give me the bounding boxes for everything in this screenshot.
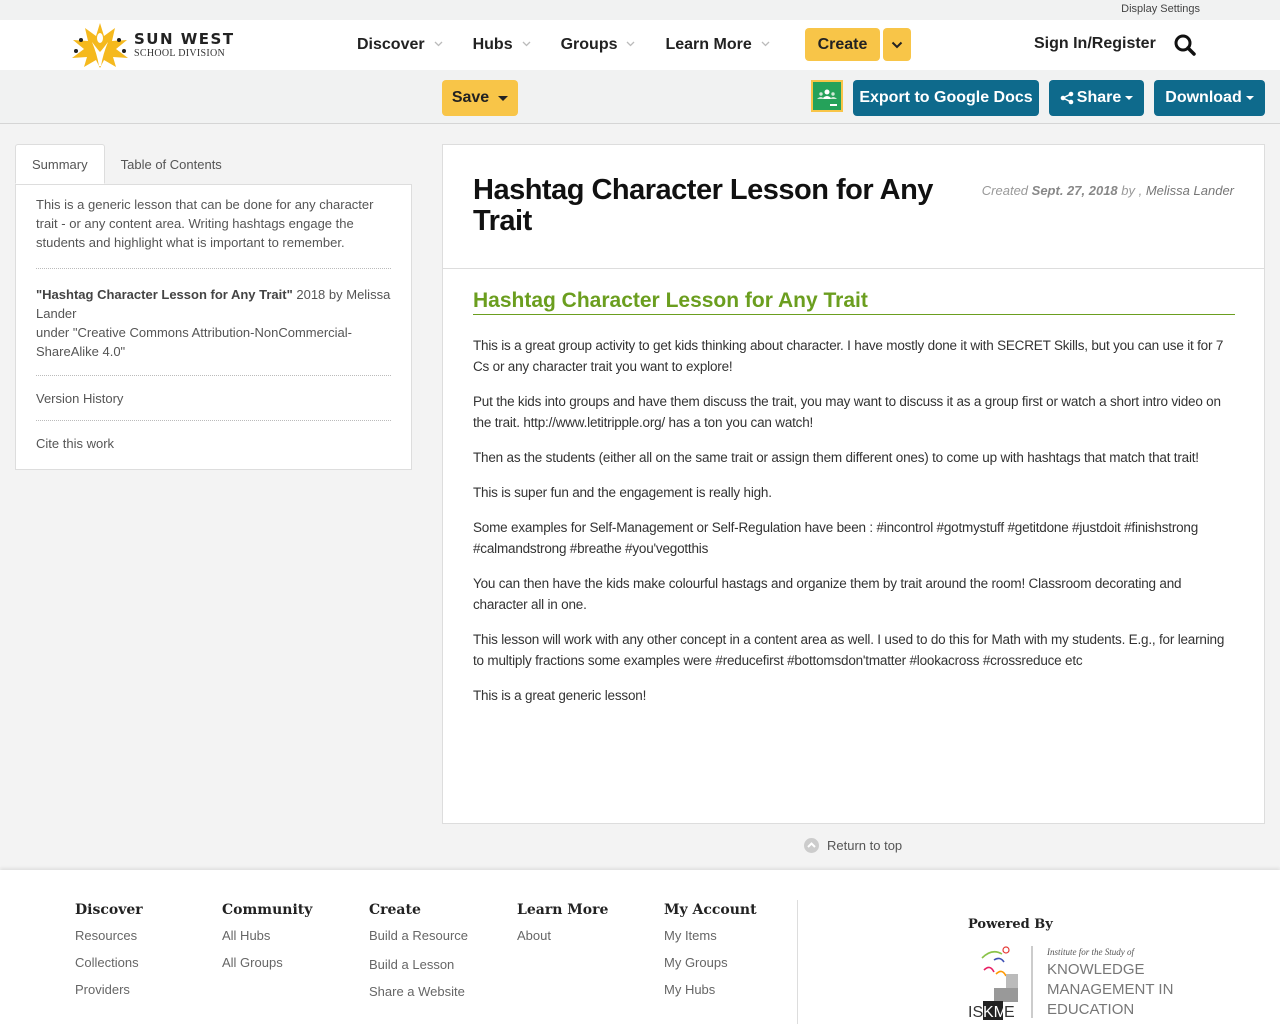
side-panel	[15, 144, 412, 470]
sun-west-logo[interactable]	[70, 22, 235, 68]
footer-col-learn-more	[517, 902, 608, 955]
share-label: Share	[1076, 89, 1122, 106]
paragraph: This lesson will work with any other concept in a content area as well. I used to do this for Math with my students. E.g., for learning to multiply fractions some examples were #reducefirst #bottomsdon'tmatter #lookacross #crossreduce etc	[473, 632, 1225, 668]
site-footer	[0, 870, 1280, 1024]
caret-down-icon	[1246, 96, 1254, 100]
return-to-top-label: Return to top	[827, 838, 903, 853]
created-label: Created	[981, 183, 1032, 198]
footer-heading: Create	[369, 902, 421, 918]
svg-text:KM: KM	[983, 1004, 1007, 1020]
footer-link-all-groups[interactable]: All Groups	[222, 955, 283, 970]
footer-col-create	[369, 902, 468, 1011]
nav-hubs[interactable]	[473, 36, 531, 54]
sign-in-register-link[interactable]: Sign In/Register	[1034, 35, 1156, 52]
nav-discover[interactable]	[357, 36, 443, 54]
footer-col-discover	[75, 902, 143, 1009]
section-title: Hashtag Character Lesson for Any Trait	[473, 288, 1235, 315]
svg-text:EDUCATION: EDUCATION	[1047, 1001, 1135, 1018]
main-nav	[357, 20, 800, 70]
chevron-down-icon	[761, 41, 770, 50]
cite-this-work-link[interactable]: Cite this work	[36, 436, 115, 451]
svg-text:KNOWLEDGE: KNOWLEDGE	[1047, 961, 1145, 978]
footer-link-providers[interactable]: Providers	[75, 982, 130, 997]
sun-logo-icon	[70, 22, 130, 68]
version-history-link[interactable]: Version History	[36, 376, 391, 421]
attribution	[36, 269, 391, 376]
powered-by-label: Powered By	[968, 917, 1053, 932]
nav-discover-label: Discover	[357, 36, 425, 53]
save-label: Save	[451, 89, 490, 106]
svg-text:IS: IS	[968, 1004, 984, 1020]
site-header	[0, 20, 1280, 70]
return-to-top-link[interactable]	[804, 838, 902, 853]
summary-panel	[15, 184, 412, 470]
iskme-logo[interactable]	[968, 944, 1178, 1020]
logo-line2: SCHOOL DIVISION	[134, 47, 226, 59]
chevron-down-icon	[626, 41, 635, 50]
paragraph: Put the kids into groups and have them discuss the trait, you may want to discuss it as a group first or watch a short intro video on the trait. http://www.letitripple.org/ has a ton you can watch!	[473, 394, 1221, 430]
footer-heading: Community	[222, 902, 313, 918]
paragraph: You can then have the kids make colourful hastags and organize them by trait around the room! Classroom decorating and character all in one.	[473, 576, 1182, 612]
caret-down-icon	[1125, 96, 1133, 100]
lesson-body	[473, 335, 1238, 720]
footer-link-all-hubs[interactable]: All Hubs	[222, 928, 271, 943]
footer-heading: My Account	[664, 902, 757, 918]
lesson-header	[443, 145, 1264, 269]
chevron-down-icon	[434, 41, 443, 50]
lesson-meta	[982, 183, 1234, 198]
chevron-down-icon	[522, 41, 531, 50]
attribution-license: under "Creative Commons Attribution-NonCommercial-ShareAlike 4.0"	[36, 325, 353, 359]
download-button[interactable]	[1154, 80, 1265, 116]
svg-text:Institute for the Study of: Institute for the Study of	[1047, 947, 1134, 957]
google-classroom-button[interactable]	[811, 80, 843, 112]
nav-learn-more-label: Learn More	[665, 36, 752, 53]
download-label: Download	[1165, 89, 1242, 106]
paragraph: Some examples for Self-Management or Self-Regulation have been : #incontrol #gotmystuff #getitdone #justdoit #finishstrong #calmandstrong #breathe #you'vegotthis	[473, 520, 1199, 556]
share-button[interactable]	[1049, 80, 1144, 116]
footer-col-my-account	[664, 902, 757, 1009]
logo-line1: SUN WEST	[134, 29, 235, 48]
footer-link-build-lesson[interactable]: Build a Lesson	[369, 957, 455, 972]
paragraph: This is a great group activity to get kids thinking about character. I have mostly done it with SECRET Skills, but you can use it for 7 Cs or any character trait you want to explore!	[473, 338, 1224, 374]
footer-link-about[interactable]: About	[517, 928, 551, 943]
chevron-down-icon	[891, 41, 903, 49]
share-icon	[1060, 91, 1074, 105]
lesson-content	[442, 144, 1265, 824]
nav-hubs-label: Hubs	[472, 36, 513, 53]
create-button[interactable]: Create	[805, 28, 880, 61]
footer-link-resources[interactable]: Resources	[75, 928, 138, 943]
created-date: Sept. 27, 2018	[1031, 183, 1118, 198]
attribution-title: "Hashtag Character Lesson for Any Trait"	[36, 287, 293, 302]
attribution-by: 2018 by Melissa Lander	[36, 287, 391, 321]
footer-divider	[797, 900, 798, 1024]
display-settings-link[interactable]: Display Settings	[1121, 3, 1200, 15]
footer-col-community	[222, 902, 312, 982]
footer-link-my-hubs[interactable]: My Hubs	[664, 982, 716, 997]
paragraph: This is super fun and the engagement is really high.	[473, 485, 772, 500]
author-link[interactable]: Melissa Lander	[1145, 183, 1234, 198]
resource-toolbar	[0, 70, 1280, 124]
footer-link-my-groups[interactable]: My Groups	[664, 955, 728, 970]
utility-bar	[0, 0, 1280, 20]
paragraph: Then as the students (either all on the same trait or assign them different ones) to come up with hashtags that match that trait!	[473, 450, 1199, 465]
save-button[interactable]	[442, 80, 518, 116]
google-classroom-icon	[813, 82, 841, 110]
chevron-up-circle-icon	[804, 838, 819, 853]
nav-learn-more[interactable]	[665, 36, 769, 54]
nav-groups[interactable]	[561, 36, 636, 54]
side-tabs	[15, 144, 412, 184]
by-label: by ,	[1117, 183, 1146, 198]
nav-groups-label: Groups	[560, 36, 618, 53]
search-icon[interactable]	[1173, 33, 1197, 57]
tab-summary[interactable]: Summary	[15, 144, 105, 184]
caret-down-icon	[498, 96, 508, 101]
footer-link-share-website[interactable]: Share a Website	[369, 984, 465, 999]
tab-table-of-contents[interactable]: Table of Contents	[120, 156, 222, 172]
svg-text:MANAGEMENT IN: MANAGEMENT IN	[1047, 981, 1174, 998]
footer-link-my-items[interactable]: My Items	[664, 928, 717, 943]
footer-heading: Learn More	[517, 902, 609, 918]
summary-text: This is a generic lesson that can be done for any character trait - or any content area. Writing hashtags engage the students and highlight what is important to remember.	[36, 195, 391, 269]
footer-heading: Discover	[75, 902, 143, 918]
paragraph: This is a great generic lesson!	[473, 688, 647, 703]
export-google-docs-button[interactable]: Export to Google Docs	[853, 80, 1039, 116]
footer-link-collections[interactable]: Collections	[75, 955, 139, 970]
create-dropdown-button[interactable]	[883, 28, 911, 61]
footer-link-build-resource[interactable]: Build a Resource	[369, 928, 468, 943]
page-title: Hashtag Character Lesson for Any Trait	[473, 174, 933, 237]
svg-text:E: E	[1004, 1004, 1015, 1020]
